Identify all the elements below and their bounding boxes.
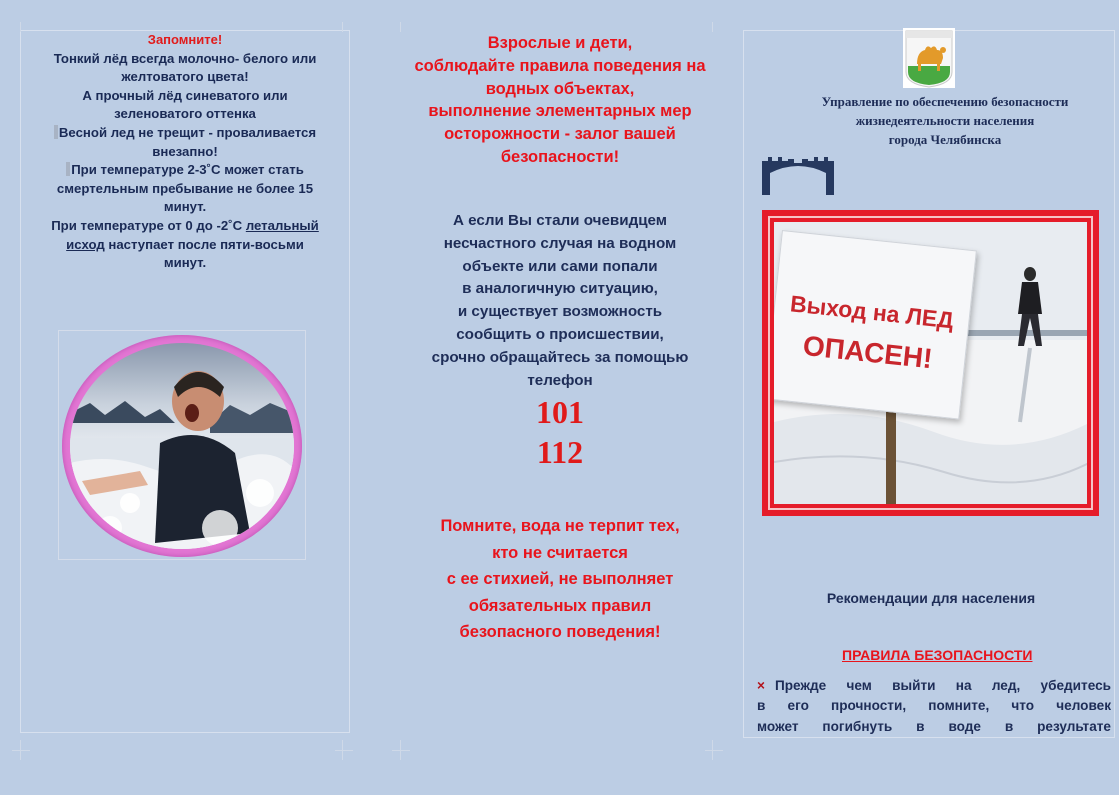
- fact-line-with-bar: При температуре 2-3˚С может стать: [24, 161, 346, 180]
- rule-line: в его прочности, помните, что человек: [757, 698, 1111, 714]
- danger-sign-photo-frame: [762, 210, 1099, 516]
- safety-rules-title: ПРАВИЛА БЕЗОПАСНОСТИ: [842, 647, 1033, 663]
- adults-children-message: Взрослые и дети, соблюдайте правила поведения на водных объектах, выполнение элементарных мер осторожности - залог вашей безопасности!: [414, 34, 706, 166]
- danger-sign-board: [774, 230, 977, 420]
- crop-mark: [12, 750, 30, 751]
- crop-mark: [400, 22, 401, 32]
- sign-text-line: ОПАСЕН!: [801, 329, 934, 375]
- underlined-word: летальный: [245, 217, 319, 233]
- underlined-word: исход: [66, 236, 105, 252]
- organization-name: Управление по обеспечению безопасности жизнедеятельности населения города Челябинска: [821, 94, 1069, 147]
- drowning-person-illustration: [70, 343, 294, 549]
- ice-danger-sign-photo: [774, 222, 1087, 504]
- rule-line: может погибнуть в воде в результате: [757, 718, 1111, 734]
- crop-mark: [705, 750, 723, 751]
- safety-rules-text: [757, 676, 1111, 737]
- crop-mark: [335, 750, 353, 751]
- crop-mark: [712, 22, 713, 32]
- margin-bar: [66, 162, 70, 176]
- chelyabinsk-emblem-icon: [903, 28, 955, 88]
- rule-line: × Прежде чем выйти на лед, убедитесь: [757, 678, 1111, 693]
- sign-post: [886, 402, 896, 504]
- fact-line: Тонкий лёд всегда молочно- белого или: [53, 50, 317, 66]
- margin-bar: [54, 125, 58, 139]
- fact-line: минут.: [163, 255, 207, 271]
- fact-line-with-bar: Весной лед не трещит - проваливается: [24, 124, 346, 143]
- recommendations-heading: Рекомендации для населения: [826, 590, 1036, 606]
- water-warning-message: Помните, вода не терпит тех, кто не считается с ее стихией, не выполняет обязательных правил безопасного поведения!: [440, 517, 680, 641]
- ice-facts-block: [24, 31, 346, 273]
- remember-title: Запомните!: [147, 32, 223, 47]
- fortress-wall-icon: [760, 155, 836, 197]
- fact-line: желтоватого цвета!: [121, 69, 249, 85]
- fact-line: минут.: [163, 199, 207, 215]
- fact-line: смертельным пребывание не более 15: [56, 180, 314, 196]
- emergency-instructions: А если Вы стали очевидцем несчастного случая на водном объекте или сами попали в аналогичную ситуацию, и существует возможность сообщить о происшествии, срочно обращайтесь за помощью телефон: [431, 212, 689, 389]
- sign-text-line: Выход на ЛЕД: [788, 290, 955, 334]
- drowning-person-photo: [62, 335, 302, 557]
- fact-line: внезапно!: [152, 143, 218, 159]
- crop-mark: [20, 22, 21, 32]
- crop-mark: [392, 750, 410, 751]
- phone-number-101: 101: [536, 394, 584, 430]
- cross-bullet-icon: ×: [757, 678, 765, 693]
- phone-number-112: 112: [536, 434, 584, 470]
- fact-line: зеленоватого оттенка: [114, 106, 256, 122]
- fact-line: При температуре от 0 до -2˚С летальный: [51, 217, 319, 233]
- fact-line: А прочный лёд синеватого или: [82, 87, 288, 103]
- fact-line: исход наступает после пяти-восьми: [66, 236, 304, 252]
